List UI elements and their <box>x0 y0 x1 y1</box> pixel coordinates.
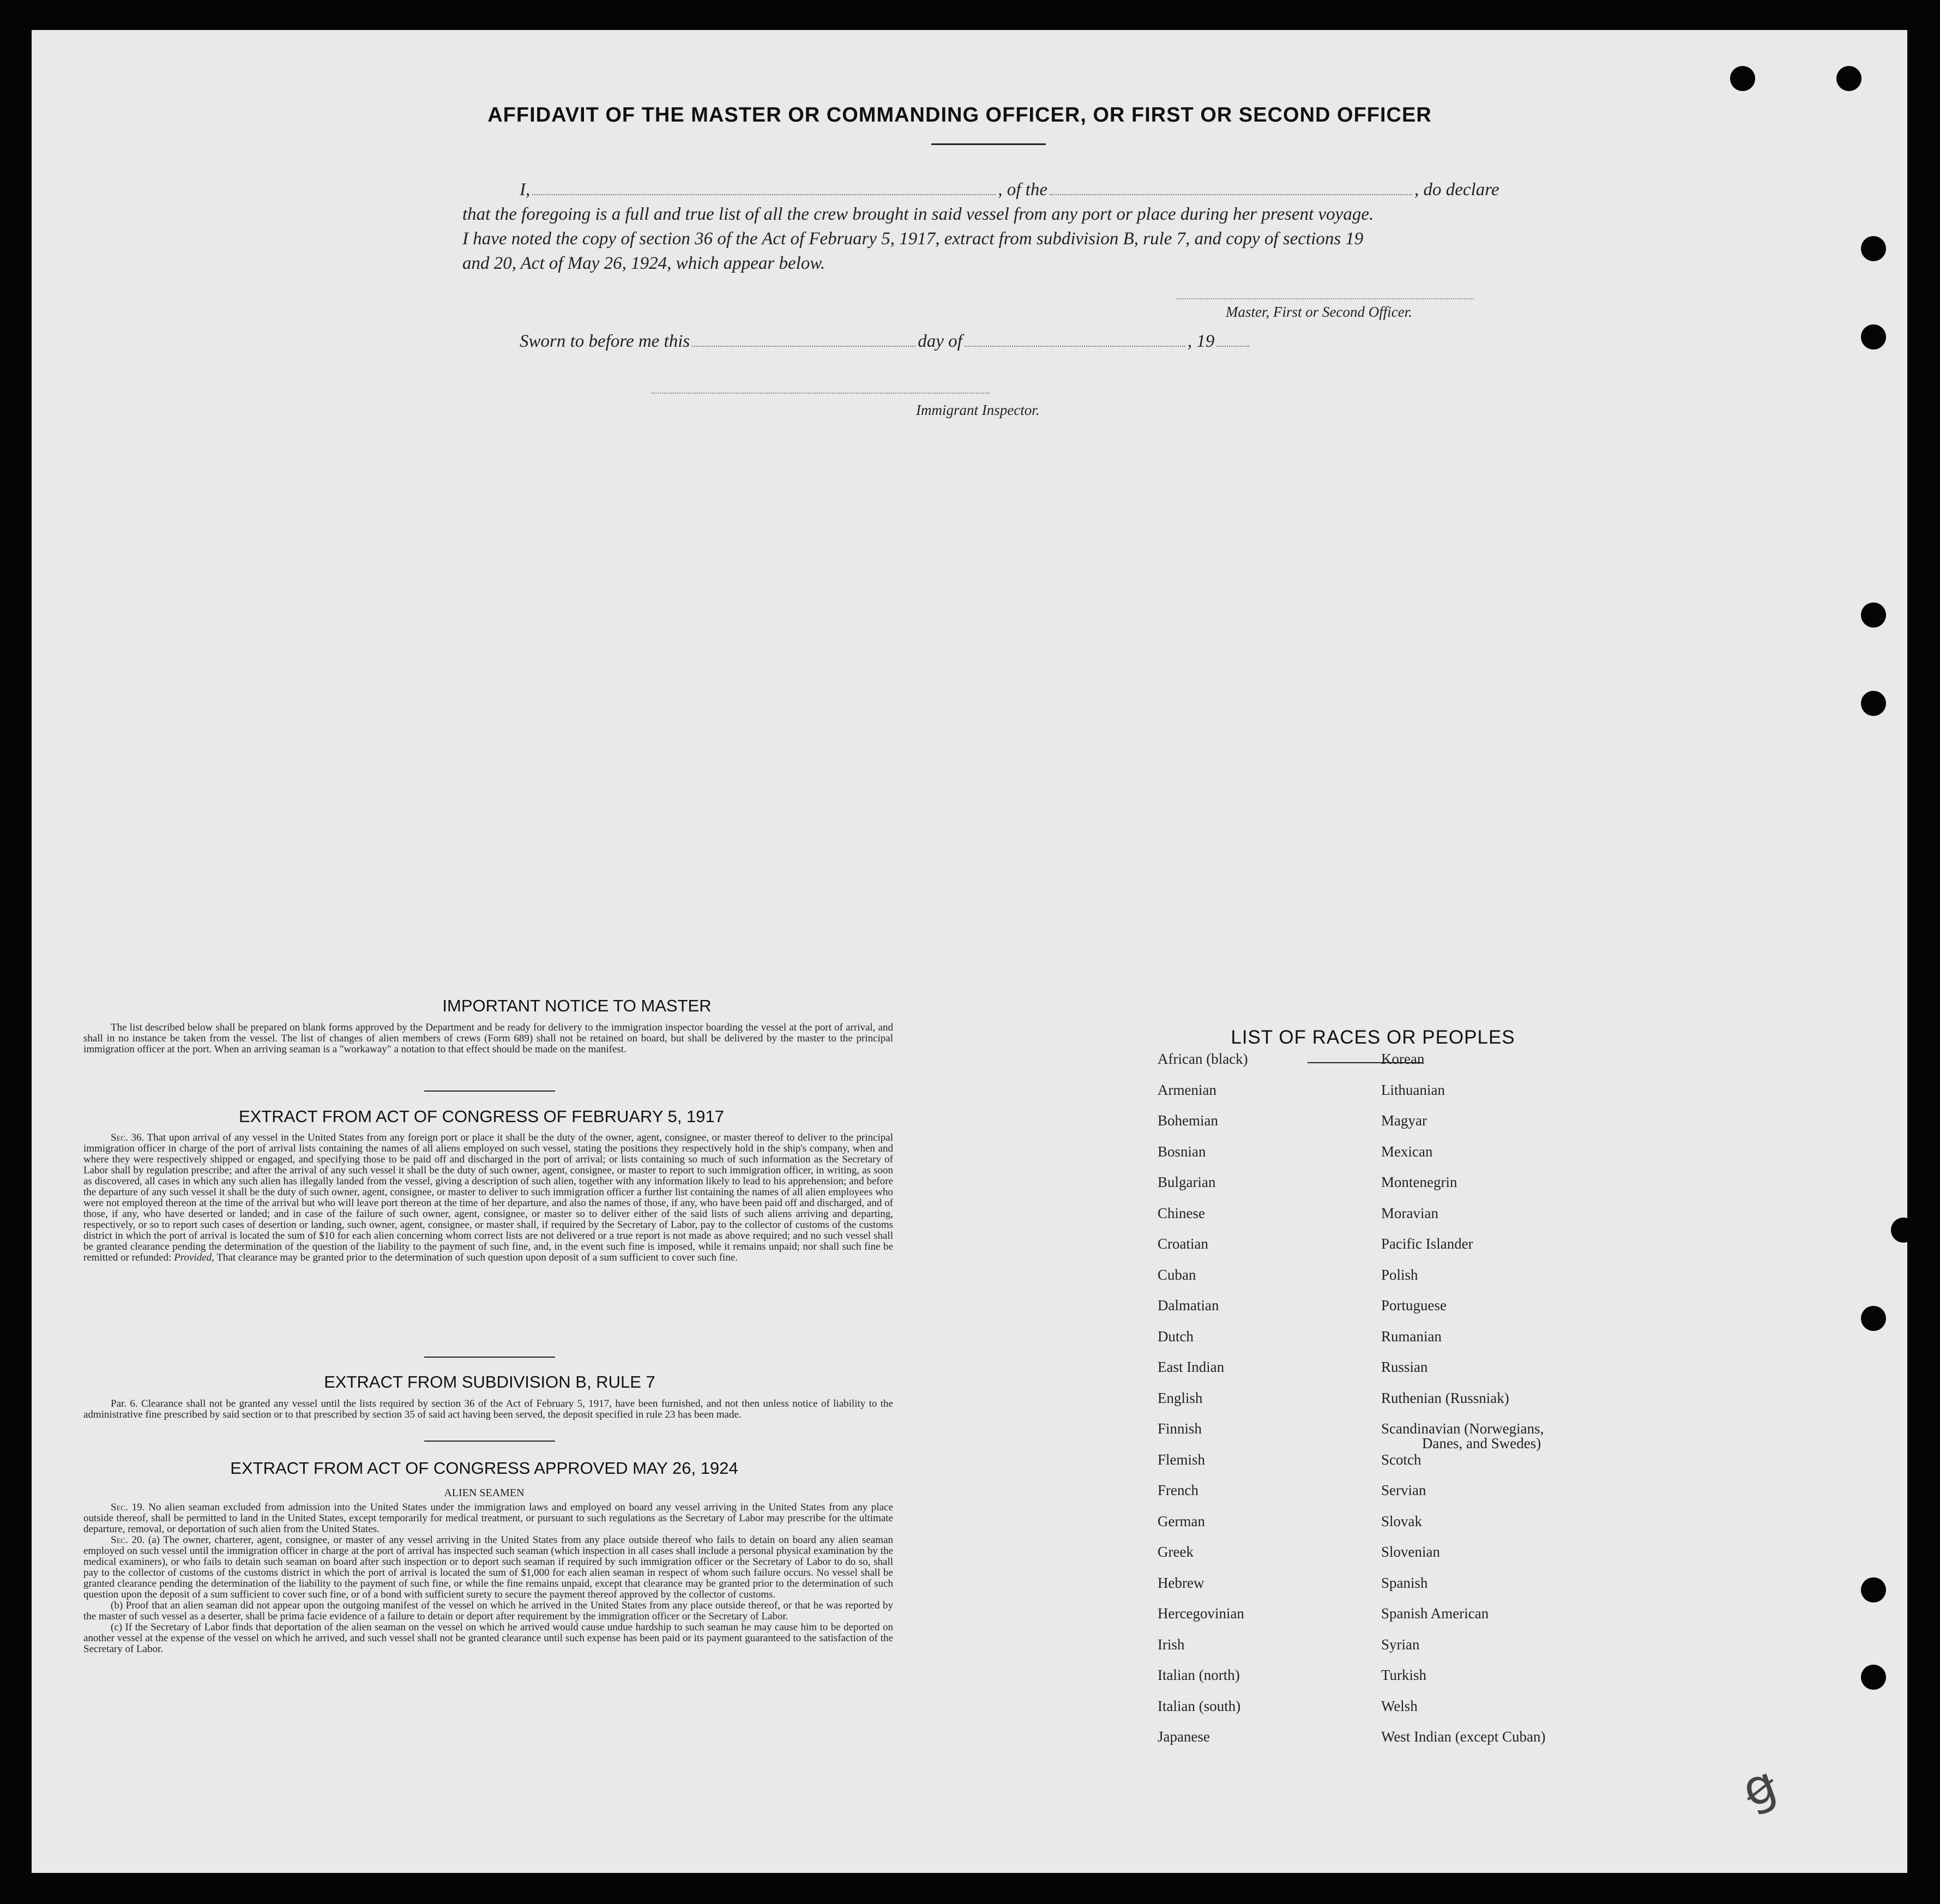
race-label: Armenian <box>1158 1081 1216 1098</box>
affidavit-line-2: that the foregoing is a full and true list of all the crew brought in said vessel from any port or place during her present voyage. <box>462 204 1374 224</box>
punch-hole <box>1861 236 1886 261</box>
rule7-text: Par. 6. Clearance shall not be granted any vessel until the lists required by section 36 of the Act of February 5, 1917, have been furnished, and not then unless notice of liability to the administrative fine prescribed by said section or to that prescribed by section 35 of said act having been served, the deposit specified in rule 23 has been made. <box>83 1398 893 1420</box>
extract-1924-body <box>83 1502 893 1655</box>
divider <box>424 1357 555 1358</box>
race-item <box>1381 1236 1545 1267</box>
extract-1917-text <box>83 1132 893 1263</box>
race-label: Italian (south) <box>1158 1697 1241 1714</box>
race-label: Croatian <box>1158 1236 1208 1252</box>
sworn-day-field[interactable] <box>692 345 915 347</box>
race-label: Scandinavian (Norwegians, <box>1381 1420 1544 1437</box>
sec-36-label: Sec. 36. <box>111 1132 144 1143</box>
race-item <box>1381 1482 1545 1513</box>
race-item <box>1158 1728 1248 1760</box>
race-label: Polish <box>1381 1266 1418 1283</box>
divider <box>424 1090 555 1092</box>
race-item <box>1381 1051 1545 1082</box>
race-item <box>1381 1328 1545 1359</box>
race-label: Portuguese <box>1381 1297 1447 1313</box>
punch-hole <box>1861 1665 1886 1690</box>
race-label-continuation: Danes, and Swedes) <box>1422 1435 1541 1451</box>
race-label: Flemish <box>1158 1451 1206 1468</box>
punch-hole <box>1861 324 1886 350</box>
race-item <box>1158 1143 1248 1174</box>
race-label: Dutch <box>1158 1328 1194 1345</box>
race-label: West Indian (except Cuban) <box>1381 1728 1546 1745</box>
race-label: Greek <box>1158 1544 1194 1560</box>
race-label: Magyar <box>1381 1112 1427 1129</box>
race-label: Pacific Islander <box>1381 1236 1473 1252</box>
race-label: Hebrew <box>1158 1574 1204 1591</box>
race-item <box>1158 1513 1248 1544</box>
provided-word: Provided, <box>174 1252 214 1263</box>
year-label: , 19 <box>1187 332 1215 351</box>
race-item <box>1158 1359 1248 1390</box>
title-divider <box>931 143 1046 145</box>
inspector-signature-line[interactable] <box>652 393 990 394</box>
sworn-month-field[interactable] <box>965 345 1185 347</box>
vessel-field[interactable] <box>1050 194 1412 195</box>
race-item <box>1381 1544 1545 1575</box>
race-item <box>1381 1605 1545 1636</box>
race-item <box>1158 1051 1248 1082</box>
race-item <box>1381 1698 1545 1729</box>
notice-title: IMPORTANT NOTICE TO MASTER <box>442 996 712 1015</box>
race-item <box>1158 1174 1248 1205</box>
extract-1917-body <box>83 1132 893 1263</box>
race-label: Spanish <box>1381 1574 1428 1591</box>
notice-body <box>83 1022 893 1055</box>
race-label: Slovenian <box>1381 1544 1440 1560</box>
race-label: English <box>1158 1389 1203 1406</box>
race-label: Bohemian <box>1158 1112 1218 1129</box>
race-label: Montenegrin <box>1381 1174 1457 1190</box>
inspector-signature-label: Immigrant Inspector. <box>916 402 1040 418</box>
sec-20c: (c) If the Secretary of Labor finds that deportation of the alien seaman on the vessel on which he arrived would cause undue hardship to such seaman he may cause him to be deported on another vessel at the expense of the vessel on which he arrived, and such vessel shall not be granted clearance until such expense has been paid or its payment guaranteed to the satisfaction of the Secretary of Labor. <box>83 1622 893 1655</box>
race-label: French <box>1158 1482 1198 1498</box>
race-item <box>1381 1728 1545 1760</box>
race-item <box>1158 1328 1248 1359</box>
day-of-label: day of <box>918 332 962 351</box>
race-item <box>1381 1636 1545 1667</box>
sworn-label: Sworn to before me this <box>520 332 690 351</box>
race-label: Finnish <box>1158 1420 1202 1437</box>
race-label: Servian <box>1381 1482 1426 1498</box>
race-label: Bosnian <box>1158 1143 1206 1160</box>
sec-36-text: That upon arrival of any vessel in the United States from any foreign port or place it shall be the duty of the owner, agent, consignee, or master thereof to deliver to the principal immigration officer in charge of the port of arrival lists containing the names of all aliens employed on such vessel, stating the positions they respectively hold in the ship's company, when and where they were respectively shipped or engaged, and specifying those to be paid off and discharged in the port of arrival; or lists containing so much of such information as the Secretary of Labor shall by regulation prescribe; and after the arrival of any such vessel it shall be the duty of such owner, agent, consignee, or master to report to such immigration officer, in writing, as soon as discovered, all cases in which any such alien has illegally landed from the vessel, giving a description of such alien, together with any information likely to lead to his apprehension; and before the departure of any such vessel it shall be the duty of such owner, agent, consignee, or master to deliver to such immigration officer a further list containing the names of all alien employees who were not employed thereon at the time of the arrival but who will leave port thereon at the time of her departure, and also the names of those, if any, who have been paid off and discharged, and of those, if any, who have deserted or landed; and in case of the failure of such owner, agent, consignee, or master so to deliver either of the said lists of such aliens arriving and departing, respectively, or so to report such cases of desertion or landing, such owner, agent, consignee, or master shall, if required by the Secretary of Labor, pay to the collector of customs of the customs district in which the port of arrival is located the sum of $10 for each alien concerning whom correct lists are not delivered or a true report is not made as above required; and no such vessel shall be granted clearance pending the determination of the question of the liability to the payment of such fine, and, in the event such fine is imposed, while it remains unpaid; nor shall such fine be remitted or refunded: <box>83 1132 893 1263</box>
race-label: Hercegovinian <box>1158 1605 1244 1622</box>
race-item <box>1158 1605 1248 1636</box>
race-item <box>1158 1544 1248 1575</box>
race-label: Mexican <box>1381 1143 1433 1160</box>
sworn-year-field[interactable] <box>1216 345 1249 347</box>
divider <box>424 1441 555 1442</box>
form-sheet <box>32 30 1907 1873</box>
race-item <box>1158 1236 1248 1267</box>
sworn-line <box>520 332 1251 352</box>
race-item <box>1158 1420 1248 1451</box>
races-column-2 <box>1381 1051 1545 1760</box>
race-item <box>1158 1297 1248 1328</box>
race-item <box>1158 1112 1248 1143</box>
sec-20b: (b) Proof that an alien seaman did not appear upon the outgoing manifest of the vessel on which he arrived in the United States from any place outside thereof, or that he was reported by the master of such vessel as a deserter, shall be prima facie evidence of a failure to detain or deport after requirement by the immigration officer or the Secretary of Labor. <box>83 1600 893 1622</box>
race-label: Cuban <box>1158 1266 1196 1283</box>
extract-1917-title: EXTRACT FROM ACT OF CONGRESS OF FEBRUARY 5, 1917 <box>238 1107 725 1126</box>
affidavit-line-3: I have noted the copy of section 36 of the Act of February 5, 1917, extract from subdivision B, rule 7, and copy of sections 19 <box>462 229 1364 249</box>
race-item <box>1158 1482 1248 1513</box>
handwritten-mark: ꞡ <box>1736 1757 1784 1818</box>
races-title: LIST OF RACES OR PEOPLES <box>1231 1027 1515 1048</box>
race-label: Russian <box>1381 1359 1428 1375</box>
race-label: Slovak <box>1381 1513 1423 1529</box>
race-item <box>1158 1451 1248 1483</box>
race-label: Ruthenian (Russniak) <box>1381 1389 1509 1406</box>
race-item <box>1158 1082 1248 1113</box>
punch-hole <box>1861 1306 1886 1331</box>
i-label: I, <box>520 180 531 200</box>
sec-20a-text: (a) The owner, charterer, agent, consignee, or master of any vessel arriving in the United States from any place outside thereof who fails to detain on board any alien seaman employed on such vessel until the immigration officer in charge at the port of arrival has inspected such seaman (which inspection in all cases shall include a personal physical examination by the medical examiners), or who fails to detain such seaman on board after such inspection or to deport such seaman if required by such immigration officer or the Secretary of Labor to do so, shall pay to the collector of customs of the customs district in which the port of arrival is located the sum of $1,000 for each alien seaman in respect of whom such failure occurs. No vessel shall be granted clearance pending the determination of the liability to the payment of such fine, or while the fine remains unpaid, except that clearance may be granted prior to the determination of such question upon the deposit of a sum sufficient to cover such fine, or of a bond with sufficient surety to secure the payment thereof approved by the collector of customs. <box>83 1534 894 1600</box>
punch-hole <box>1891 1218 1907 1243</box>
race-label: Spanish American <box>1381 1605 1489 1622</box>
race-label: Scotch <box>1381 1451 1421 1468</box>
of-the-label: , of the <box>998 180 1047 200</box>
race-label: German <box>1158 1513 1205 1529</box>
race-label: Lithuanian <box>1381 1081 1445 1098</box>
race-label: Moravian <box>1381 1204 1438 1221</box>
race-item <box>1381 1174 1545 1205</box>
race-label: Irish <box>1158 1636 1185 1653</box>
sec-19-label: Sec. 19. <box>111 1502 145 1513</box>
punch-hole <box>1861 1577 1886 1602</box>
master-signature-label: Master, First or Second Officer. <box>1226 304 1412 320</box>
race-item <box>1381 1575 1545 1606</box>
race-item <box>1381 1143 1545 1174</box>
punch-hole <box>1730 66 1755 91</box>
master-signature-line[interactable] <box>1177 298 1474 299</box>
race-item <box>1381 1112 1545 1143</box>
race-item <box>1381 1390 1545 1421</box>
race-label: Italian (north) <box>1158 1667 1240 1683</box>
race-item <box>1158 1667 1248 1698</box>
do-declare-label: , do declare <box>1414 180 1499 200</box>
race-label: East Indian <box>1158 1359 1225 1375</box>
race-item <box>1158 1205 1248 1236</box>
punch-hole <box>1861 691 1886 716</box>
extract-rule7-title: EXTRACT FROM SUBDIVISION B, RULE 7 <box>324 1372 655 1391</box>
race-item <box>1381 1451 1545 1483</box>
race-item <box>1158 1575 1248 1606</box>
race-label: Turkish <box>1381 1667 1427 1683</box>
race-label: Chinese <box>1158 1204 1205 1221</box>
alien-seamen-subtitle: ALIEN SEAMEN <box>444 1487 525 1499</box>
sec-20a <box>83 1535 893 1600</box>
race-item <box>1381 1297 1545 1328</box>
sec-19 <box>83 1502 893 1535</box>
affidavit-line-4: and 20, Act of May 26, 1924, which appear below. <box>462 254 826 273</box>
race-label: Korean <box>1381 1051 1425 1067</box>
affidavit-title: AFFIDAVIT OF THE MASTER OR COMMANDING OFFICER, OR FIRST OR SECOND OFFICER <box>487 104 1432 126</box>
race-label: Rumanian <box>1381 1328 1442 1345</box>
race-label: Bulgarian <box>1158 1174 1216 1190</box>
race-item <box>1381 1205 1545 1236</box>
race-label: Welsh <box>1381 1697 1418 1714</box>
race-item <box>1381 1267 1545 1298</box>
race-item <box>1158 1390 1248 1421</box>
punch-hole <box>1861 602 1886 628</box>
race-item <box>1158 1267 1248 1298</box>
race-item <box>1381 1513 1545 1544</box>
extract-1924-title: EXTRACT FROM ACT OF CONGRESS APPROVED MAY 26, 1924 <box>230 1459 738 1478</box>
notice-text: The list described below shall be prepared on blank forms approved by the Department and be ready for delivery to the immigration inspector boarding the vessel at the port of arrival, and shall in no instance be taken from the vessel. The list of changes of alien members of crews (Form 689) shall not be retained on board, but shall be delivered by the master to the principal immigration officer at the port. When an arriving seaman is a "workaway" a notation to that effect should be made on the manifest. <box>83 1022 893 1055</box>
punch-hole <box>1836 66 1861 91</box>
race-item <box>1381 1667 1545 1698</box>
sec-20-label: Sec. 20. <box>111 1534 145 1546</box>
race-label: Japanese <box>1158 1728 1210 1745</box>
race-label: Syrian <box>1381 1636 1420 1653</box>
race-item <box>1158 1636 1248 1667</box>
affidavit-line-1 <box>520 180 1499 200</box>
race-item <box>1381 1420 1545 1451</box>
race-label: African (black) <box>1158 1051 1248 1067</box>
races-column-1 <box>1158 1051 1248 1760</box>
race-item <box>1158 1698 1248 1729</box>
name-field[interactable] <box>532 194 996 195</box>
race-item <box>1381 1359 1545 1390</box>
sec-36-tail: That clearance may be granted prior to the determination of such question upon deposit of a sum sufficient to cover such fine. <box>216 1252 738 1263</box>
extract-rule7-body <box>83 1399 893 1420</box>
race-label: Dalmatian <box>1158 1297 1219 1313</box>
race-item <box>1381 1082 1545 1113</box>
sec-19-text: No alien seaman excluded from admission into the United States under the immigration laws and employed on board any vessel arriving in the United States from any place outside thereof, shall be permitted to land in the United States, except temporarily for medical treatment, or pursuant to such regulations as the Secretary of Labor may prescribe for the ultimate departure, removal, or deportation of such alien from the United States. <box>83 1502 893 1535</box>
